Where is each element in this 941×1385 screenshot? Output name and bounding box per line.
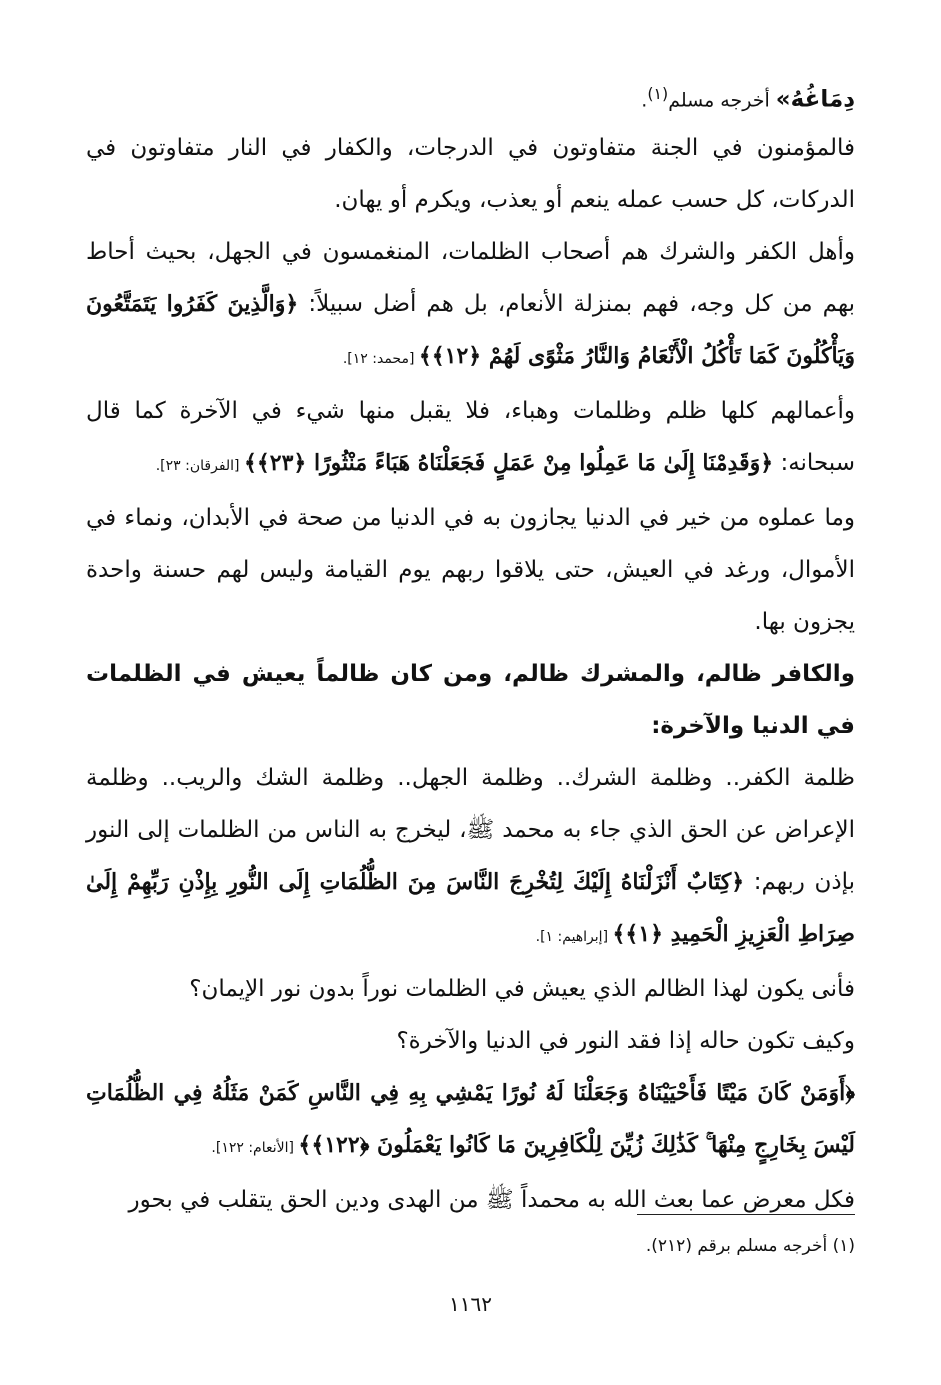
paragraph: [86, 226, 855, 385]
paragraph-text: وكيف تكون حاله إذا فقد النور في الدنيا والآخرة؟: [396, 1028, 855, 1055]
paragraph-text: فالمؤمنون في الجنة متفاوتون في الدرجات، والكفار في النار متفاوتون في الدركات، كل حسب عمله ينعم أو يعذب، ويكرم أو يهان.: [86, 135, 855, 214]
verse-reference: [محمد: ١٢].: [342, 351, 419, 368]
source-note: أخرجه مسلم: [668, 89, 776, 112]
page-number: ١١٦٢: [449, 1292, 492, 1316]
period: .: [641, 89, 648, 112]
paragraph: [86, 385, 855, 492]
paragraph: [86, 492, 855, 648]
quran-verse: ﴿وَالَّذِينَ كَفَرُوا يَتَمَتَّعُونَ وَيَأْكُلُونَ كَمَا تَأْكُلُ الْأَنْعَامُ وَالنَّارُ مَثْوًى لَهُمْ ﴿١٢﴾﴾: [86, 291, 855, 370]
paragraph-text: والكافر ظالم، والمشرك ظالم، ومن كان ظالماً يعيش في الظلمات في الدنيا والآخرة:: [86, 661, 855, 740]
paragraph-text: وأهل الكفر والشرك هم أصحاب الظلمات، المنغمسون في الجهل، بحيث أحاط بهم من كل وجه، فهم بمنزلة الأنعام، بل هم أضل سبيلاً:: [86, 239, 855, 318]
verse-reference: [الأنعام: ١٢٢].: [211, 1140, 299, 1157]
paragraph: [86, 122, 855, 226]
quran-verse: ﴿أَوَمَنْ كَانَ مَيْتًا فَأَحْيَيْنَاهُ وَجَعَلْنَا لَهُ نُورًا يَمْشِي بِهِ فِي النَّاسِ كَمَنْ مَثَلُهُ فِي الظُّلُمَاتِ لَيْسَ بِخَارِجٍ مِنْهَا ۚ كَذَٰلِكَ زُيِّنَ لِلْكَافِرِينَ مَا كَانُوا يَعْمَلُونَ ﴿١٢٢﴾﴾: [86, 1080, 855, 1159]
quran-verse: ﴿كِتَابٌ أَنْزَلْنَاهُ إِلَيْكَ لِتُخْرِجَ النَّاسَ مِنَ الظُّلُمَاتِ إِلَى النُّورِ بِإِذْنِ رَبِّهِمْ إِلَىٰ صِرَاطِ الْعَزِيزِ الْحَمِيدِ ﴿١﴾﴾: [86, 869, 855, 948]
paragraph: [86, 1174, 855, 1226]
footnote: (١) أخرجه مسلم برقم (٢١٢).: [645, 1236, 855, 1256]
paragraph-heading: [86, 648, 855, 752]
paragraph-text: فأنى يكون لهذا الظالم الذي يعيش في الظلمات نوراً بدون نور الإيمان؟: [189, 976, 855, 1003]
paragraph: [86, 752, 855, 963]
paragraph-text: فكل معرض عما بعث الله به محمداً ﷺ من الهدى ودين الحق يتقلب في بحور: [128, 1187, 855, 1214]
paragraph: [86, 1015, 855, 1067]
paragraph: [86, 963, 855, 1015]
quote-end: دِمَاغُهُ»: [775, 86, 855, 113]
verse-reference: [الفرقان: ٢٣].: [155, 458, 244, 475]
paragraph-text: وأعمالهم كلها ظلم وظلمات وهباء، فلا يقبل منها شيء في الآخرة كما قال سبحانه:: [86, 398, 855, 477]
footnote-divider: [637, 1214, 855, 1215]
quran-verse: ﴿وَقَدِمْنَا إِلَىٰ مَا عَمِلُوا مِنْ عَمَلٍ فَجَعَلْنَاهُ هَبَاءً مَنْثُورًا ﴿٢٣﴾﴾: [243, 450, 774, 477]
verse-reference: [إبراهيم: ١].: [535, 929, 613, 946]
paragraph-text: ظلمة الكفر.. وظلمة الشرك.. وظلمة الجهل.. وظلمة الشك والريب.. وظلمة الإعراض عن الحق الذي جاء به محمد ﷺ، ليخرج به الناس من الظلمات إلى النور بإذن ربهم:: [86, 765, 855, 896]
footnote-marker: (١): [647, 84, 669, 103]
paragraph: [86, 1067, 855, 1174]
page-body: [86, 76, 855, 1226]
paragraph-text: وما عملوه من خير في الدنيا يجازون به في الدنيا من صحة في الأبدان، ونماء في الأموال، ورغد في العيش، حتى يلاقوا ربهم يوم القيامة وليس لهم حسنة واحدة يجزون بها.: [86, 505, 855, 636]
continued-line: [86, 76, 855, 118]
